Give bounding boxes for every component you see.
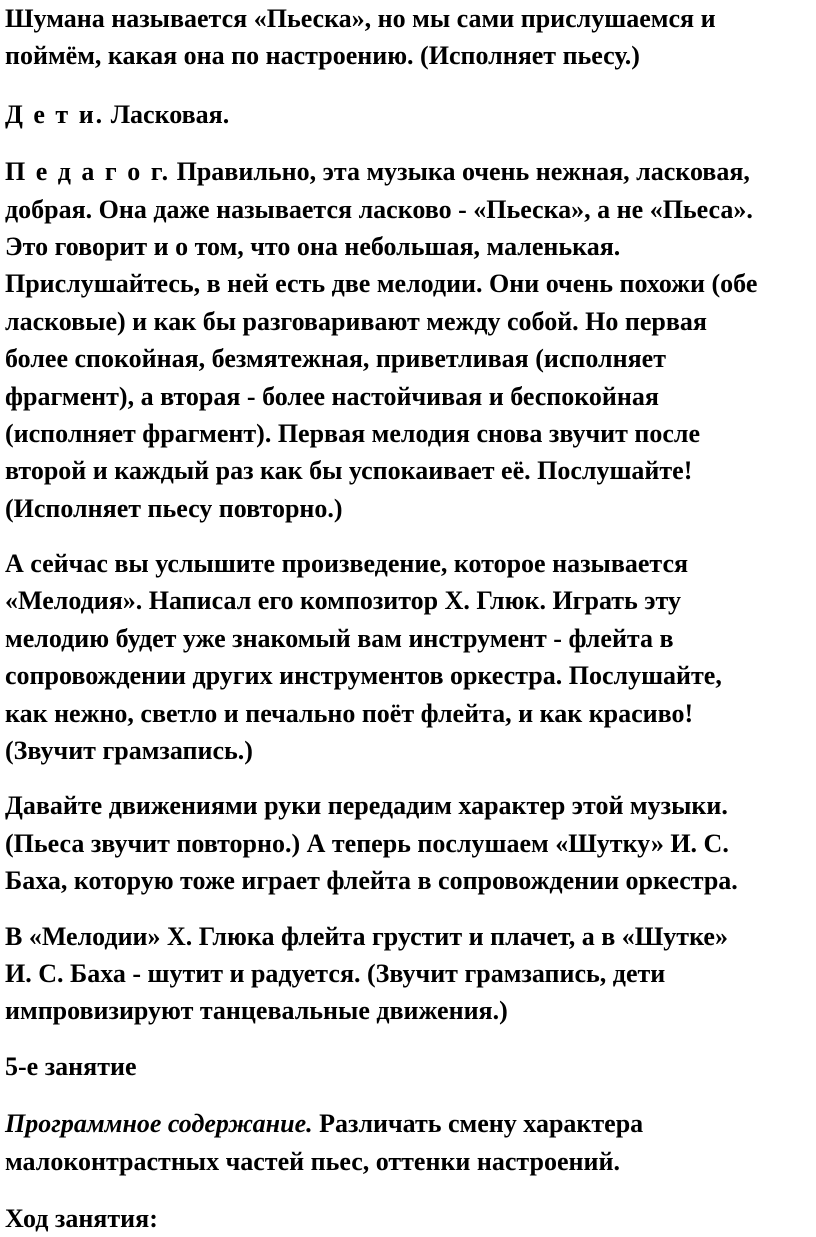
text-line [5,153,811,190]
text-line: «Мелодия». Написал его композитор X. Глюк. Играть эту [5,586,681,616]
teacher-first-line: Правильно, эта музыка очень нежная, ласковая, [170,157,750,187]
text-line: Баха, которую тоже играет флейта в сопровождении оркестра. [5,866,738,896]
paragraph-movements [5,787,811,899]
paragraph-melody [5,545,811,769]
paragraph-comparison [5,918,811,1030]
text-line: В «Мелодии» X. Глюка флейта грустит и плачет, а в «Шутке» [5,921,728,951]
italic-lead: Программное содержание. [5,1109,313,1139]
text-line: Шумана называется «Пьеска», но мы сами прислушаемся и [5,4,716,33]
paragraph-lesson-flow [5,1200,811,1237]
text-line [5,1105,811,1142]
text-line: (Исполняет пьесу повторно.) [5,493,343,523]
program-first-line: Различать смену характера [312,1109,644,1139]
text-line: добрая. Она даже называется ласково - «Пьеска», а не «Пьеса». [5,194,753,224]
text-line: Это говорит и о том, что она небольшая, маленькая. [5,231,621,261]
paragraph-intro [5,0,811,75]
text-line: более спокойная, безмятежная, приветливая (исполняет [5,344,666,374]
text-line: фрагмент), а вторая - более настойчивая и беспокойная [5,381,659,411]
text-line: малоконтрастных частей пьес, оттенки настроений. [5,1146,620,1176]
paragraph-children-reply [5,96,811,133]
text-line: 5-е занятие [5,1051,137,1081]
text-line: Ход занятия: [5,1203,158,1233]
text-line: импровизируют танцевальные движения.) [5,996,508,1026]
text-line: поймём, какая она по настроению. (Исполняет пьесу.) [5,41,640,71]
text-line: ласковые) и как бы разговаривают между собой. Но первая [5,306,707,336]
speaker-label: П е д а г о г. [5,157,171,187]
document-page [5,0,811,1237]
text-line: мелодию будет уже знакомый вам инструмент - флейта в [5,623,674,653]
speaker-label: Д е т и. [5,99,105,129]
paragraph-program-content [5,1105,811,1180]
reply-text: Ласковая. [104,99,230,129]
text-line: сопровождении других инструментов оркестра. Послушайте, [5,661,722,691]
text-line: (Пьеса звучит повторно.) А теперь послушаем «Шутку» И. С. [5,828,729,858]
paragraph-teacher [5,153,811,527]
text-line: как нежно, светло и печально поёт флейта, и как красиво! [5,698,694,728]
text-line: И. С. Баха - шутит и радуется. (Звучит грамзапись, дети [5,958,666,988]
text-line: второй и каждый раз как бы успокаивает её. Послушайте! [5,456,693,486]
text-line: (Звучит грамзапись.) [5,736,253,766]
text-line: (исполняет фрагмент). Первая мелодия снова звучит после [5,418,701,448]
text-line [5,96,811,133]
text-line: Давайте движениями руки передадим характер этой музыки. [5,791,728,821]
text-line: Прислушайтесь, в ней есть две мелодии. Они очень похожи (обе [5,269,758,299]
text-line: А сейчас вы услышите произведение, которое называется [5,549,689,579]
lesson-heading [5,1048,811,1085]
